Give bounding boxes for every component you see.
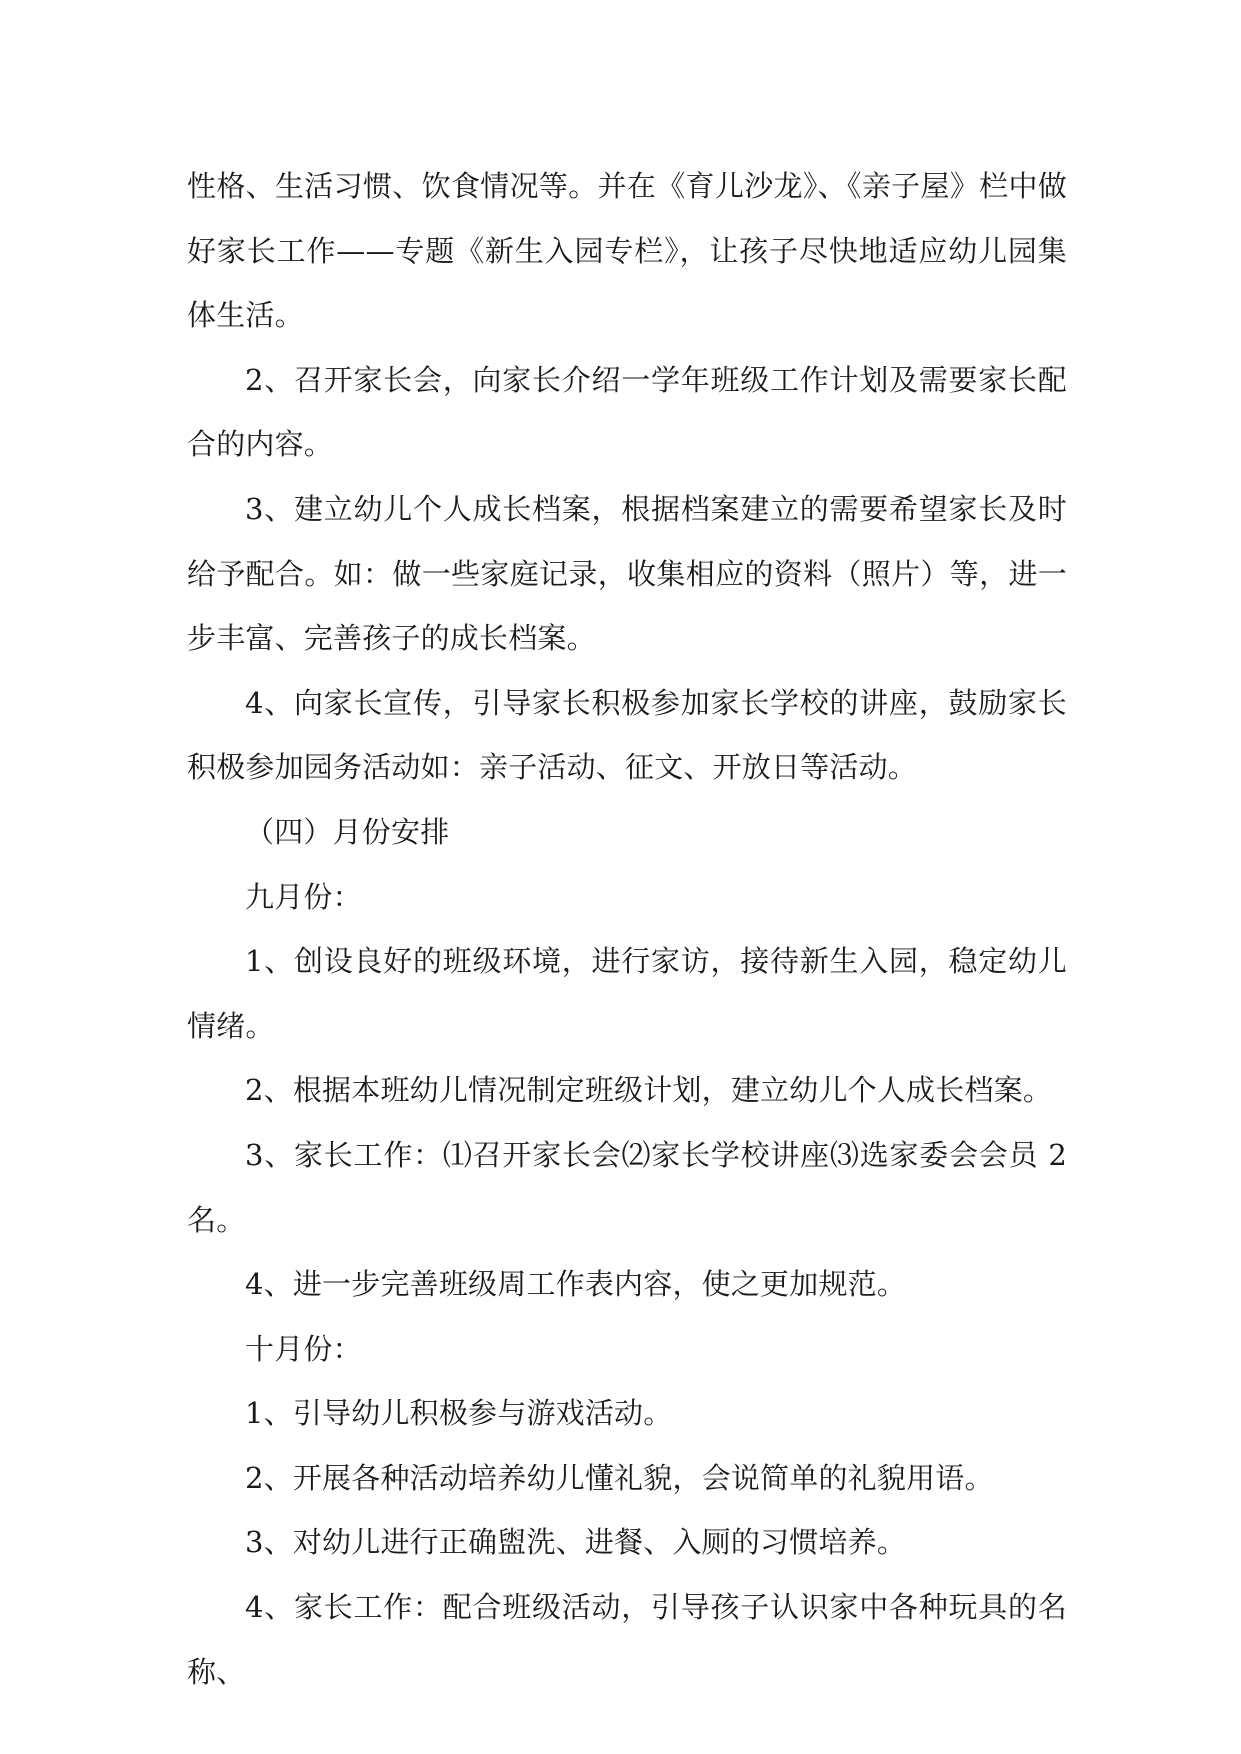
september-item-3: 3、家长工作：⑴召开家长会⑵家长学校讲座⑶选家委会会员 2 名。 [187,1137,1067,1237]
paragraph-item-2: 2、召开家长会，向家长介绍一学年班级工作计划及需要家长配合的内容。 [187,362,1067,462]
paragraph-item-3: 3、建立幼儿个人成长档案，根据档案建立的需要希望家长及时给予配合。如：做一些家庭记录，收集相应的资料（照片）等，进一步丰富、完善孩子的成长档案。 [187,491,1067,656]
september-item-2: 2、根据本班幼儿情况制定班级计划，建立幼儿个人成长档案。 [245,1073,1053,1108]
paragraph-continued-intro: 性格、生活习惯、饮食情况等。并在《育儿沙龙》、《亲子屋》栏中做好家长工作——专题《新生入园专栏》，让孩子尽快地适应幼儿园集体生活。 [187,169,1067,333]
month-heading-september: 九月份： [245,879,362,914]
october-item-3: 3、对幼儿进行正确盥洗、进餐、入厕的习惯培养。 [245,1525,907,1560]
paragraph-item-4: 4、向家长宣传，引导家长积极参加家长学校的讲座，鼓励家长积极参加园务活动如：亲子活动、征文、开放日等活动。 [187,685,1067,785]
october-item-1: 1、引导幼儿积极参与游戏活动。 [245,1396,673,1431]
document-body [187,154,1067,1704]
month-heading-october: 十月份： [245,1331,362,1366]
section-heading-monthly-plan: （四）月份安排 [245,814,450,849]
october-item-4: 4、家长工作：配合班级活动，引导孩子认识家中各种玩具的名称、 [187,1590,1067,1689]
september-item-1: 1、创设良好的班级环境，进行家访，接待新生入园，稳定幼儿情绪。 [187,944,1067,1043]
october-item-2: 2、开展各种活动培养幼儿懂礼貌，会说简单的礼貌用语。 [245,1460,994,1495]
september-item-4: 4、进一步完善班级周工作表内容，使之更加规范。 [245,1267,907,1302]
